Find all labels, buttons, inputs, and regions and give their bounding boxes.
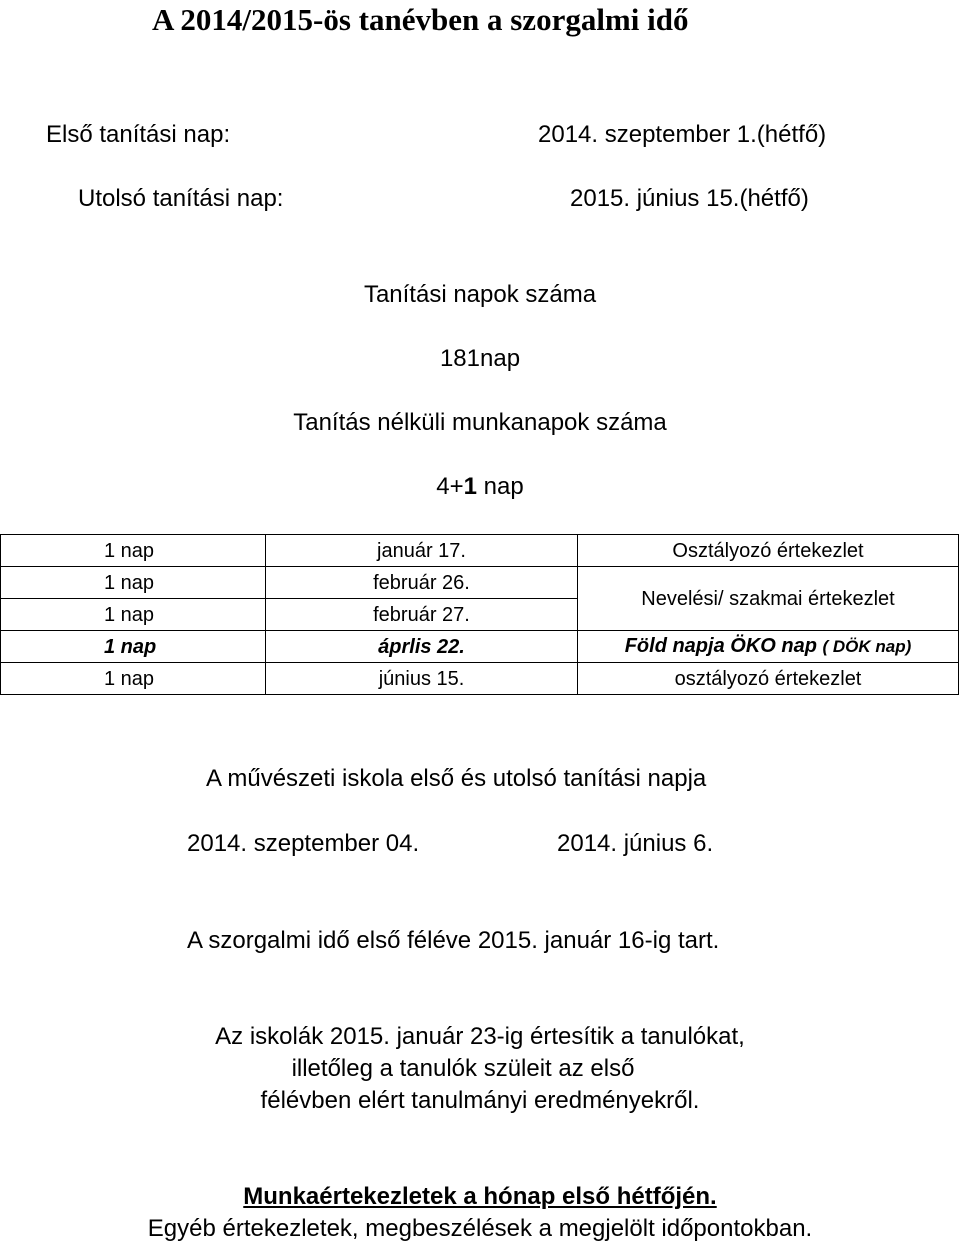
event-text: Föld napja ÖKO nap	[624, 635, 817, 657]
event-cell: osztályozó értekezlet	[578, 663, 959, 695]
date-cell: február 27.	[266, 599, 578, 631]
non-teaching-value-post: nap	[477, 473, 524, 500]
first-day-value: 2014. szeptember 1.(hétfő)	[538, 121, 827, 148]
report-line-1: Az iskolák 2015. január 23-ig értesítik a tanulókat,	[215, 1023, 745, 1050]
event-note: ( DÖK nap)	[822, 637, 912, 656]
first-day-label: Első tanítási nap:	[46, 121, 231, 148]
non-teaching-heading: Tanítás nélküli munkanapok száma	[293, 409, 667, 436]
event-cell: Nevelési/ szakmai értekezlet	[578, 567, 959, 631]
report-line-2: illetőleg a tanulók szüleit az első	[291, 1055, 635, 1082]
event-cell: Osztályozó értekezlet	[578, 535, 959, 567]
last-day-label: Utolsó tanítási nap:	[78, 185, 284, 212]
date-cell: február 26.	[266, 567, 578, 599]
day-count-cell: 1 nap	[1, 567, 266, 599]
day-count-cell: 1 nap	[1, 599, 266, 631]
day-count-cell: 1 nap	[1, 535, 266, 567]
last-day-value: 2015. június 15.(hétfő)	[570, 185, 809, 212]
table-row	[1, 567, 959, 599]
art-school-first-day: 2014. szeptember 04.	[187, 830, 420, 857]
event-cell	[578, 631, 959, 663]
date-cell: június 15.	[266, 663, 578, 695]
day-count-cell: 1 nap	[1, 663, 266, 695]
other-meetings-note: Egyéb értekezletek, megbeszélések a megjelölt időpontokban.	[147, 1215, 813, 1242]
date-cell: áprlis 22.	[266, 631, 578, 663]
non-teaching-value-bold: 1	[463, 473, 477, 500]
page-title: A 2014/2015-ös tanévben a szorgalmi idő	[152, 2, 689, 37]
non-teaching-value-pre: 4+	[436, 473, 464, 500]
table-row	[1, 535, 959, 567]
teaching-days-value: 181nap	[439, 345, 521, 372]
art-school-last-day: 2014. június 6.	[557, 830, 714, 857]
report-line-3: félévben elért tanulmányi eredményekről.	[260, 1087, 700, 1114]
day-count-cell: 1 nap	[1, 631, 266, 663]
non-teaching-value	[0, 472, 960, 502]
meetings-note: Munkaértekezletek a hónap első hétfőjén.	[243, 1183, 717, 1210]
teaching-days-heading: Tanítási napok száma	[363, 281, 597, 308]
table-row	[1, 663, 959, 695]
non-teaching-days-table	[0, 534, 959, 695]
table-row	[1, 631, 959, 663]
date-cell: január 17.	[266, 535, 578, 567]
first-half-text: A szorgalmi idő első féléve 2015. január 16-ig tart.	[187, 927, 720, 954]
art-school-heading: A művészeti iskola első és utolsó tanítási napja	[206, 765, 707, 792]
